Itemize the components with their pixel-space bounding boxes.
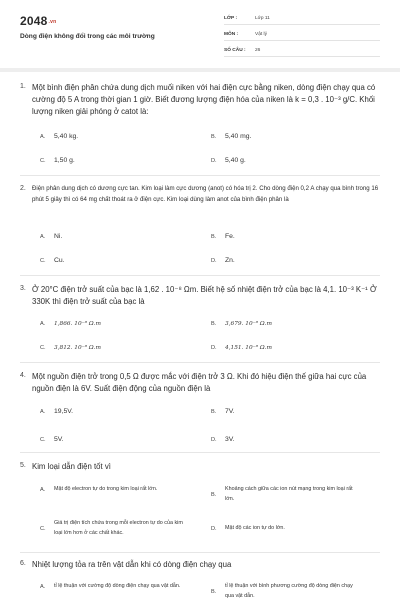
option-b[interactable] [211,321,272,327]
meta-key: LỚP : [224,15,238,21]
option-a[interactable] [40,485,192,495]
option-label: A. [40,486,46,493]
question-number: 4. [20,371,26,379]
option-text: 19,5V. [54,408,74,415]
option-a[interactable] [40,233,62,240]
question-number: 3. [20,284,26,292]
option-label: A. [40,408,46,415]
meta-key: MÔN : [224,31,239,37]
option-label: C. [40,436,46,443]
question-divider [20,175,380,176]
option-text: tỉ lệ thuận với bình phương cường độ dòng điện chạy qua vật dẫn. [225,583,353,599]
option-b[interactable] [211,408,235,415]
meta-value: 26 [255,47,261,53]
option-label: D. [211,157,217,164]
option-d[interactable] [211,257,235,264]
meta-row-count [224,44,380,57]
question-1 [20,82,380,119]
option-a[interactable] [40,321,101,327]
option-c[interactable] [40,345,101,351]
option-text: 1,866. 10⁻⁸ Ω.m [54,321,102,327]
quiz-title: Dòng điện không đổi trong các môi trường [20,33,155,40]
site-logo[interactable] [20,14,56,28]
option-c[interactable] [40,436,64,443]
option-label: C. [40,525,46,532]
option-d[interactable] [211,524,363,534]
question-text: Kim loại dẫn điện tốt vì [32,462,111,471]
option-a[interactable] [40,582,192,592]
question-2 [20,184,380,206]
question-text: Nhiệt lượng tỏa ra trên vật dẫn khi có dòng điện chạy qua [32,560,232,569]
logo-suffix: .vn [48,18,57,25]
option-text: 7V. [225,408,235,415]
option-d[interactable] [211,157,246,164]
option-c[interactable] [40,257,65,264]
option-text: Cu. [54,257,65,264]
option-label: D. [211,345,217,351]
option-label: A. [40,233,46,240]
option-text: Fe. [225,233,235,240]
option-b[interactable] [211,133,251,140]
option-label: D. [211,436,217,443]
option-text: 5,40 kg. [54,133,79,140]
meta-row-class [224,12,380,25]
logo-text: 2048 [20,14,48,28]
option-text: tỉ lệ thuận với cường độ dòng điện chạy qua vật dẫn. [54,583,181,589]
option-label: B. [211,588,217,595]
option-label: D. [211,525,217,532]
option-text: 3V. [225,436,235,443]
option-text: 5,40 mg. [225,133,252,140]
option-label: A. [40,583,46,590]
option-text: Mật độ electron tự do trong kim loại rất lớn. [54,486,158,492]
option-b[interactable] [211,485,363,504]
question-text: Điện phân dung dịch có dương cực tan. Kim loại làm cực dương (anot) có hóa trị 2. Cho dòng điện 0,2 A chạy qua bình trong 16 phút 5 giây thì có 64 mg chất thoát ra ở điện cực. Kim loại dùng làm anot của bình điện phân là [32,185,379,203]
question-number: 1. [20,82,26,90]
meta-value: Lớp 11 [255,15,270,21]
option-d[interactable] [211,436,235,443]
option-label: B. [211,233,217,240]
option-label: B. [211,133,217,140]
question-5 [20,461,380,473]
meta-value: Vật lý [255,31,267,37]
question-text: Một nguồn điện trở trong 0,5 Ω được mắc với điện trở 3 Ω. Khi đó hiệu điện thế giữa hai cực của nguồn điện là 6V. Suất điện động của nguồn điện là [32,372,367,394]
question-6 [20,559,380,571]
option-b[interactable] [211,582,363,601]
option-label: B. [211,321,217,327]
question-text: Một bình điện phân chứa dung dịch muối niken với hai điện cực bằng niken, dòng điện chạy qua có cường độ 5 A trong thời gian 1 giờ. Biết đương lượng điện hóa của niken là k = 0,3 . 10⁻³ g/C. Khối lượng niken giải phóng ở catot là: [32,83,376,117]
question-number: 5. [20,461,26,469]
question-number: 6. [20,559,26,567]
option-c[interactable] [40,157,75,164]
page-header [0,0,400,62]
option-text: Khoảng cách giữa các ion nút mạng trong kim loại rất lớn. [225,486,353,502]
question-text: Ở 20°C điện trở suất của bạc là 1,62 . 10⁻⁸ Ωm. Biết hệ số nhiệt điện trở của bạc là 4,1. 10⁻³ K⁻¹ Ở 330K thì điện trở suất của bạc là [32,285,377,307]
option-label: B. [211,408,217,415]
option-text: 1,50 g. [54,157,75,164]
option-text: Giá trị điện tích chứa trong mỗi electron tự do của kim loại lớn hơn ở các chất khác. [54,520,183,536]
option-label: C. [40,157,46,164]
option-label: C. [40,257,46,264]
option-a[interactable] [40,408,73,415]
option-d[interactable] [211,345,272,351]
question-divider [20,552,380,553]
option-a[interactable] [40,133,78,140]
option-text: 4,151. 10⁻⁸ Ω.m [225,345,273,351]
option-label: C. [40,345,46,351]
option-label: A. [40,321,46,327]
meta-row-subject [224,28,380,41]
question-divider [20,452,380,453]
option-b[interactable] [211,233,235,240]
option-c[interactable] [40,519,192,538]
option-label: B. [211,491,217,498]
quiz-meta [224,12,380,57]
option-text: Zn. [225,257,235,264]
option-text: 3,679. 10⁻⁸ Ω.m [225,321,273,327]
question-divider [20,362,380,363]
option-text: Mật độ các ion tự do lớn. [225,525,285,531]
question-number: 2. [20,184,26,192]
question-4 [20,371,380,395]
option-label: A. [40,133,46,140]
option-text: 5V. [54,436,64,443]
question-3 [20,284,380,308]
header-divider [0,68,400,72]
question-divider [20,275,380,276]
option-text: Ni. [54,233,63,240]
meta-key: SỐ CÂU : [224,47,246,53]
option-text: 5,40 g. [225,157,246,164]
option-label: D. [211,257,217,264]
option-text: 3,812. 10⁻⁸ Ω.m [54,345,102,351]
